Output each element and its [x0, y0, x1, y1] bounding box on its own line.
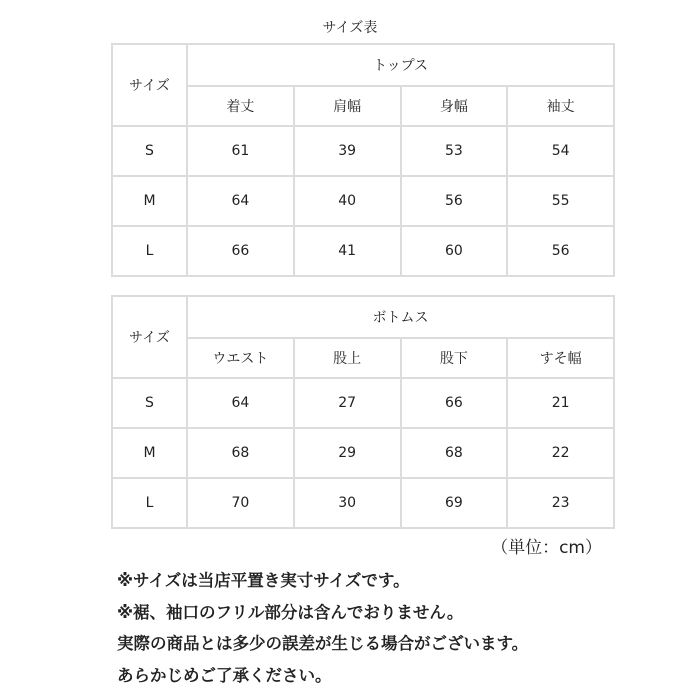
value-cell: 30 [294, 478, 401, 528]
note-line: あらかじめご了承ください。 [117, 665, 332, 685]
group-header: トップス [187, 44, 614, 86]
table-row [112, 126, 614, 176]
value-cell: 61 [187, 126, 294, 176]
value-cell: 22 [507, 428, 614, 478]
table-row [112, 226, 614, 276]
value-cell: 41 [294, 226, 401, 276]
value-cell: 54 [507, 126, 614, 176]
value-cell: 68 [187, 428, 294, 478]
value-cell: 53 [401, 126, 508, 176]
page-title: サイズ表 [322, 20, 378, 36]
value-cell: 21 [507, 378, 614, 428]
notes [117, 565, 528, 691]
size-cell: S [112, 378, 187, 428]
size-cell: L [112, 226, 187, 276]
size-cell: L [112, 478, 187, 528]
value-cell: 64 [187, 378, 294, 428]
bottoms-size-table [111, 295, 615, 529]
value-cell: 64 [187, 176, 294, 226]
note-line: ※サイズは当店平置き実寸サイズです。 [117, 571, 410, 590]
size-cell: M [112, 176, 187, 226]
size-header: サイズ [112, 296, 187, 378]
table-row [112, 428, 614, 478]
unit-label: （単位：cm） [491, 538, 602, 558]
value-cell: 66 [187, 226, 294, 276]
column-header: 身幅 [401, 86, 508, 126]
value-cell: 56 [401, 176, 508, 226]
column-header: すそ幅 [507, 338, 614, 378]
value-cell: 70 [187, 478, 294, 528]
value-cell: 39 [294, 126, 401, 176]
table-row [112, 478, 614, 528]
size-header: サイズ [112, 44, 187, 126]
table-row [112, 176, 614, 226]
tops-size-table [111, 43, 615, 277]
column-header: ウエスト [187, 338, 294, 378]
note-line: ※裾、袖口のフリル部分は含んでおりません。 [117, 602, 464, 622]
value-cell: 55 [507, 176, 614, 226]
value-cell: 56 [507, 226, 614, 276]
group-header: ボトムス [187, 296, 614, 338]
size-cell: S [112, 126, 187, 176]
table-row [112, 378, 614, 428]
value-cell: 60 [401, 226, 508, 276]
column-header: 袖丈 [507, 86, 614, 126]
value-cell: 40 [294, 176, 401, 226]
value-cell: 66 [401, 378, 508, 428]
value-cell: 27 [294, 378, 401, 428]
column-header: 股上 [294, 338, 401, 378]
value-cell: 29 [294, 428, 401, 478]
column-header: 股下 [401, 338, 508, 378]
size-cell: M [112, 428, 187, 478]
note-line: 実際の商品とは多少の誤差が生じる場合がございます。 [117, 634, 529, 653]
value-cell: 69 [401, 478, 508, 528]
value-cell: 68 [401, 428, 508, 478]
column-header: 着丈 [187, 86, 294, 126]
column-header: 肩幅 [294, 86, 401, 126]
value-cell: 23 [507, 478, 614, 528]
